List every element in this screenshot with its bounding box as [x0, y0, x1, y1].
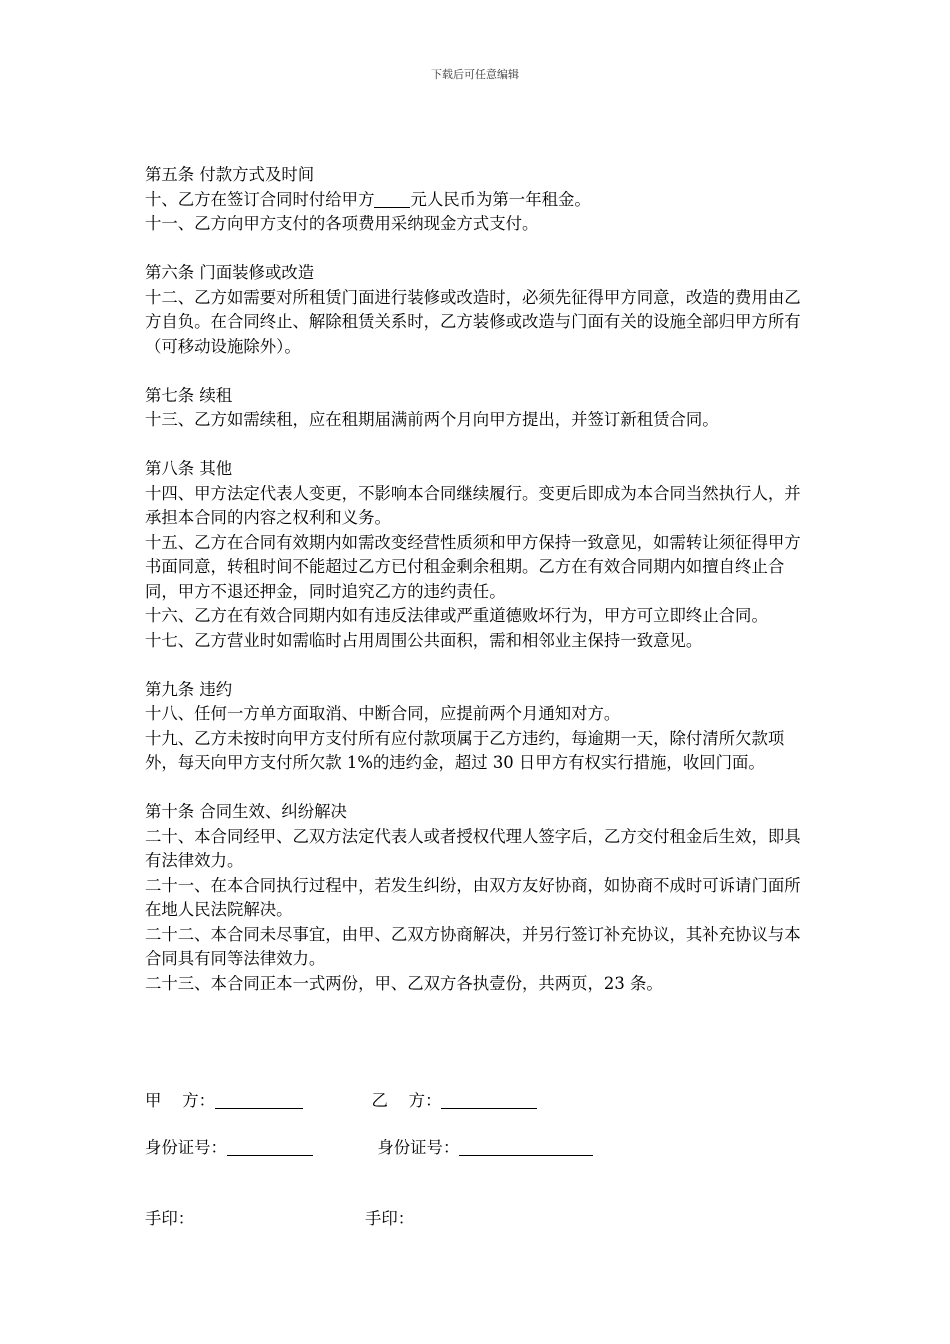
clause-21: 二十一、在本合同执行过程中，若发生纠纷，由双方友好协商，如协商不成时可诉请门面所在地人民法院解决。	[145, 875, 801, 919]
article-8-heading: 第八条 其他	[145, 459, 233, 478]
clause-11: 十一、乙方向甲方支付的各项费用采纳现金方式支付。	[145, 214, 539, 233]
id-b-label: 身份证号：	[377, 1138, 460, 1157]
clause-10	[145, 188, 815, 213]
page-header: 下载后可任意编辑	[431, 68, 519, 81]
hand-b-label: 手印：	[365, 1209, 415, 1228]
article-9-heading: 第九条 违约	[145, 679, 233, 699]
party-signature-row	[145, 1087, 537, 1111]
party-a-label: 甲 方：	[145, 1091, 216, 1110]
clause-17: 十七、乙方营业时如需临时占用周围公共面积，需和相邻业主保持一致意见。	[145, 630, 703, 650]
article-6-heading: 第六条 门面装修或改造	[145, 263, 315, 282]
article-7-heading: 第七条 续租	[145, 385, 233, 405]
clause-15: 十五、乙方在合同有效期内如需改变经营性质须和甲方保持一致意见，如需转让须征得甲方书面同意，转租时间不能超过乙方已付租金剩余租期。乙方在有效合同期内如擅自终止合同，甲方不退还押金，同时追究乙方的违约责任。	[145, 532, 801, 601]
party-b-label: 乙 方：	[371, 1091, 442, 1110]
clause-10-text-a: 十、乙方在签订合同时付给甲方	[145, 189, 375, 209]
contract-body	[145, 163, 815, 996]
clause-22: 二十二、本合同未尽事宜，由甲、乙双方协商解决，并另行签订补充协议，其补充协议与本合同具有同等法律效力。	[145, 924, 801, 968]
amount-blank	[374, 189, 410, 208]
clause-16: 十六、乙方在有效合同期内如有违反法律或严重道德败坏行为，甲方可立即终止合同。	[145, 606, 768, 625]
id-number-row	[145, 1134, 593, 1158]
clause-10-text-b: 元人民币为第一年租金。	[410, 189, 591, 209]
party-a-blank	[215, 1090, 303, 1109]
id-a-blank	[227, 1137, 313, 1156]
clause-20: 二十、本合同经甲、乙双方法定代表人或者授权代理人签字后，乙方交付租金后生效，即具有法律效力。	[145, 826, 801, 870]
clause-18: 十八、任何一方单方面取消、中断合同，应提前两个月通知对方。	[145, 704, 621, 723]
clause-23: 二十三、本合同正本一式两份，甲、乙双方各执壹份，共两页，23 条。	[145, 973, 663, 993]
hand-a-label: 手印：	[145, 1209, 195, 1228]
clause-12: 十二、乙方如需要对所租赁门面进行装修或改造时，必须先征得甲方同意，改造的费用由乙方自负。在合同终止、解除租赁关系时，乙方装修或改造与门面有关的设施全部归甲方所有（可移动设施除外）。	[145, 287, 801, 356]
article-5-heading: 第五条 付款方式及时间	[145, 165, 315, 184]
clause-19: 十九、乙方未按时向甲方支付所有应付款项属于乙方违约，每逾期一天，除付清所欠款项外，每天向甲方支付所欠款 1%的违约金，超过 30 日甲方有权实行措施，收回门面。	[145, 728, 785, 772]
id-b-blank	[459, 1137, 593, 1156]
article-10-heading: 第十条 合同生效、纠纷解决	[145, 802, 347, 821]
id-a-label: 身份证号：	[145, 1138, 227, 1157]
party-b-blank	[441, 1090, 537, 1109]
clause-14: 十四、甲方法定代表人变更，不影响本合同继续履行。变更后即成为本合同当然执行人，并承担本合同的内容之权利和义务。	[145, 483, 801, 527]
fingerprint-row	[145, 1205, 414, 1229]
clause-13: 十三、乙方如需续租，应在租期届满前两个月向甲方提出，并签订新租赁合同。	[145, 410, 719, 429]
